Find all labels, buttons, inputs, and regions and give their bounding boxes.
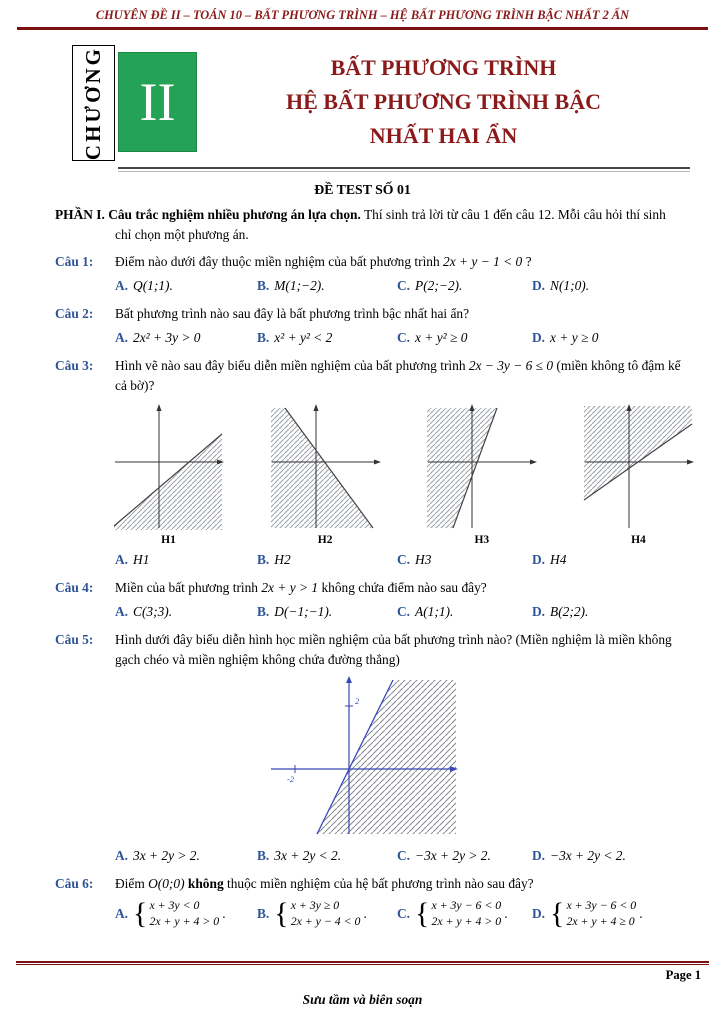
option-letter: C. (397, 604, 411, 620)
question-6-pre: Điểm (115, 875, 149, 891)
question-3-option-d (532, 550, 690, 571)
question-2-option-a (115, 328, 257, 349)
footer-divider-thick (16, 961, 709, 963)
question-5-label: Câu 5: (55, 631, 94, 647)
question-2-option-b (257, 328, 397, 349)
chapter-vertical-box (72, 45, 115, 161)
option-letter: A. (115, 905, 129, 921)
system-period: . (639, 905, 643, 921)
question-3-option-a (115, 550, 257, 571)
footer-credit: Sưu tầm và biên soạn (302, 992, 423, 1007)
system-line-2: 2x + y + 4 > 0 (431, 913, 502, 928)
option-letter: B. (257, 604, 270, 620)
graph-h1 (112, 404, 225, 532)
option-text: C(3;3). (133, 604, 173, 620)
question-2-option-d (532, 328, 690, 349)
figure-h4 (582, 404, 695, 546)
shaded-region (427, 408, 497, 528)
y-axis-arrow (470, 404, 475, 411)
shaded-region (271, 408, 373, 528)
question-3-post: (miền không tô đậm kể cả bờ)? (115, 358, 681, 394)
question-6-math: O(0;0) (148, 875, 185, 891)
option-text: −3x + 2y > 2. (415, 848, 491, 864)
question-6-bold: không (184, 875, 224, 891)
question-1-post: ? (522, 254, 532, 270)
figure-label-h1: H1 (161, 534, 176, 547)
chapter-number-badge (118, 52, 197, 152)
question-5-option-b (257, 846, 397, 867)
question-1-math: 2x + y − 1 < 0 (443, 254, 523, 270)
option-text: B(2;2). (550, 604, 589, 620)
question-2 (55, 304, 690, 324)
question-1 (55, 252, 690, 272)
option-text: H3 (415, 552, 432, 568)
chapter-divider (118, 167, 690, 172)
question-4-label: Câu 4: (55, 580, 94, 596)
question-3-option-c (397, 550, 532, 571)
figure-label-h4: H4 (631, 534, 646, 547)
option-text: H2 (274, 552, 291, 568)
question-1-label: Câu 1: (55, 254, 94, 270)
option-text: H4 (550, 552, 567, 568)
question-3-options (115, 550, 690, 571)
option-text: 2x² + 3y > 0 (133, 330, 201, 346)
question-1-option-a (115, 276, 257, 297)
question-5-option-a (115, 846, 257, 867)
y-axis-arrow (157, 404, 162, 411)
system-brace: { (415, 896, 430, 930)
option-text: D(−1;−1). (274, 604, 333, 620)
system-lines (291, 898, 361, 930)
question-5 (55, 630, 690, 670)
system-line-1: x + 3y < 0 (149, 897, 200, 912)
page-number: Page 1 (665, 968, 701, 982)
question-2-options (115, 328, 690, 349)
question-1-option-d (532, 276, 690, 297)
question-6-option-a (115, 898, 257, 930)
graph-h2 (269, 404, 382, 532)
question-1-option-c (397, 276, 532, 297)
chapter-title (197, 45, 690, 161)
option-letter: C. (397, 330, 411, 346)
question-3-text (115, 356, 690, 396)
test-title: ĐỀ TEST SỐ 01 (314, 182, 411, 198)
system-line-1: x + 3y ≥ 0 (290, 897, 340, 912)
figure-label-h3: H3 (474, 534, 490, 547)
y-tick-label: 2 (354, 696, 359, 707)
question-4 (55, 578, 690, 598)
graph-h4 (582, 404, 695, 532)
graph-h3 (425, 404, 538, 532)
question-4-post: không chứa điểm nào sau đây? (318, 580, 487, 596)
question-4-option-d (532, 602, 690, 623)
chapter-number: II (139, 72, 176, 132)
x-axis-arrow (374, 460, 381, 465)
option-letter: D. (532, 905, 546, 921)
part1-heading (55, 205, 685, 245)
question-5-pre: Hình dưới đây biểu diễn hình học miền nghiệm của bất phương trình nào? (Miền nghiệm là miền không gạch chéo và miền nghiệm không chứa đường thẳng) (115, 631, 672, 667)
question-1-text (115, 252, 690, 272)
option-letter: D. (532, 848, 546, 864)
question-6-option-d (532, 898, 690, 930)
part1-desc: Thí sinh trả lời từ câu 1 đến câu 12. Mỗi câu hỏi thí sinh chỉ chọn một phương án. (115, 207, 666, 243)
option-letter: D. (532, 552, 546, 568)
shaded-region (584, 406, 692, 500)
question-4-text (115, 578, 690, 598)
option-text: P(2;−2). (415, 278, 463, 294)
option-text: M(1;−2). (274, 278, 325, 294)
system-period: . (363, 905, 367, 921)
system-period: . (504, 905, 508, 921)
question-5-option-c (397, 846, 532, 867)
system-line-1: x + 3y − 6 < 0 (431, 897, 502, 912)
system-line-1: x + 3y − 6 < 0 (566, 897, 637, 912)
question-6-option-c (397, 898, 532, 930)
figure-h3 (425, 404, 538, 546)
option-letter: D. (532, 278, 546, 294)
system-lines (566, 898, 636, 930)
question-4-math: 2x + y > 1 (261, 580, 319, 596)
question-5-option-d (532, 846, 690, 867)
system-period: . (222, 905, 226, 921)
question-3-label: Câu 3: (55, 358, 94, 374)
question-1-options (115, 276, 690, 297)
question-1-option-b (257, 276, 397, 297)
option-text: A(1;1). (415, 604, 454, 620)
question-3-pre: Hình vẽ nào sau đây biểu diễn miền nghiệm của bất phương trình (115, 358, 469, 374)
x-axis-arrow (687, 460, 694, 465)
question-2-option-c (397, 328, 532, 349)
option-letter: A. (115, 278, 129, 294)
header-divider (17, 27, 708, 30)
question-6 (55, 874, 690, 894)
system-line-2: 2x + y + 4 > 0 (149, 913, 220, 928)
chapter-title-line2: HỆ BẤT PHƯƠNG TRÌNH BẬC NHẤT HAI ẨN (286, 89, 601, 149)
question-2-label: Câu 2: (55, 306, 94, 322)
question-3 (55, 356, 690, 396)
option-letter: D. (532, 604, 546, 620)
option-letter: B. (257, 278, 270, 294)
system-lines (149, 898, 219, 930)
x-tick-label: -2 (286, 774, 294, 785)
x-axis-arrow (530, 460, 537, 465)
option-letter: A. (115, 552, 129, 568)
option-text: x² + y² < 2 (274, 330, 333, 346)
question-4-options (115, 602, 690, 623)
system-brace: { (133, 896, 148, 930)
figure-label-h2: H2 (317, 534, 333, 547)
option-letter: A. (115, 604, 129, 620)
option-letter: B. (257, 848, 270, 864)
system-brace: { (550, 896, 565, 930)
question-5-figure (263, 676, 463, 842)
page-footer (0, 961, 725, 1009)
shaded-region (317, 680, 456, 834)
option-letter: C. (397, 905, 411, 921)
option-letter: C. (397, 552, 411, 568)
question-6-options (115, 898, 690, 930)
question-6-text (115, 874, 690, 894)
part1-label: PHẦN I. Câu trắc nghiệm nhiều phương án lựa chọn. (55, 207, 361, 223)
option-letter: B. (257, 330, 270, 346)
chapter-banner (72, 45, 690, 161)
question-4-option-a (115, 602, 257, 623)
system-brace: { (274, 896, 289, 930)
question-4-option-b (257, 602, 397, 623)
y-axis-arrow (313, 404, 318, 411)
option-text: 3x + 2y > 2. (133, 848, 200, 864)
question-6-label: Câu 6: (55, 875, 94, 891)
chapter-title-line1: BẤT PHƯƠNG TRÌNH (330, 55, 557, 80)
question-2-text (115, 304, 690, 324)
option-text: −3x + 2y < 2. (550, 848, 626, 864)
option-letter: D. (532, 330, 546, 346)
option-letter: A. (115, 848, 129, 864)
graph-q5 (265, 676, 461, 838)
question-3-option-b (257, 550, 397, 571)
question-1-pre: Điểm nào dưới đây thuộc miền nghiệm của bất phương trình (115, 254, 444, 270)
system-lines (431, 898, 501, 930)
system-line-2: 2x + y + 4 ≥ 0 (566, 913, 635, 928)
option-text: N(1;0). (550, 278, 590, 294)
question-5-options (115, 846, 690, 867)
option-text: x + y ≥ 0 (550, 330, 599, 346)
chapter-vertical-label: CHƯƠNG (81, 46, 105, 161)
question-2-pre: Bất phương trình nào sau đây là bất phương trình bậc nhất hai ẩn? (115, 306, 470, 322)
y-axis-arrow (346, 676, 352, 683)
question-6-option-b (257, 898, 397, 930)
option-letter: B. (257, 552, 270, 568)
page-header: CHUYÊN ĐỀ II – TOÁN 10 – BẤT PHƯƠNG TRÌNH – HỆ BẤT PHƯƠNG TRÌNH BẬC NHẤT 2 ẨN (95, 8, 630, 22)
option-text: Q(1;1). (133, 278, 173, 294)
option-letter: A. (115, 330, 129, 346)
question-4-pre: Miền của bất phương trình (115, 580, 262, 596)
option-letter: C. (397, 278, 411, 294)
figure-h2 (269, 404, 382, 546)
footer-divider-thin (16, 964, 709, 965)
option-text: H1 (133, 552, 150, 568)
question-6-post: thuộc miền nghiệm của hệ bất phương trình nào sau đây? (223, 875, 534, 891)
option-text: x + y² ≥ 0 (415, 330, 468, 346)
figure-h1 (112, 404, 225, 546)
question-4-option-c (397, 602, 532, 623)
system-line-2: 2x + y − 4 < 0 (290, 913, 361, 928)
question-5-text (115, 630, 690, 670)
option-letter: B. (257, 905, 270, 921)
question-3-math: 2x − 3y − 6 ≤ 0 (468, 358, 554, 374)
question-3-figures (112, 404, 695, 546)
option-letter: C. (397, 848, 411, 864)
option-text: 3x + 2y < 2. (274, 848, 342, 864)
